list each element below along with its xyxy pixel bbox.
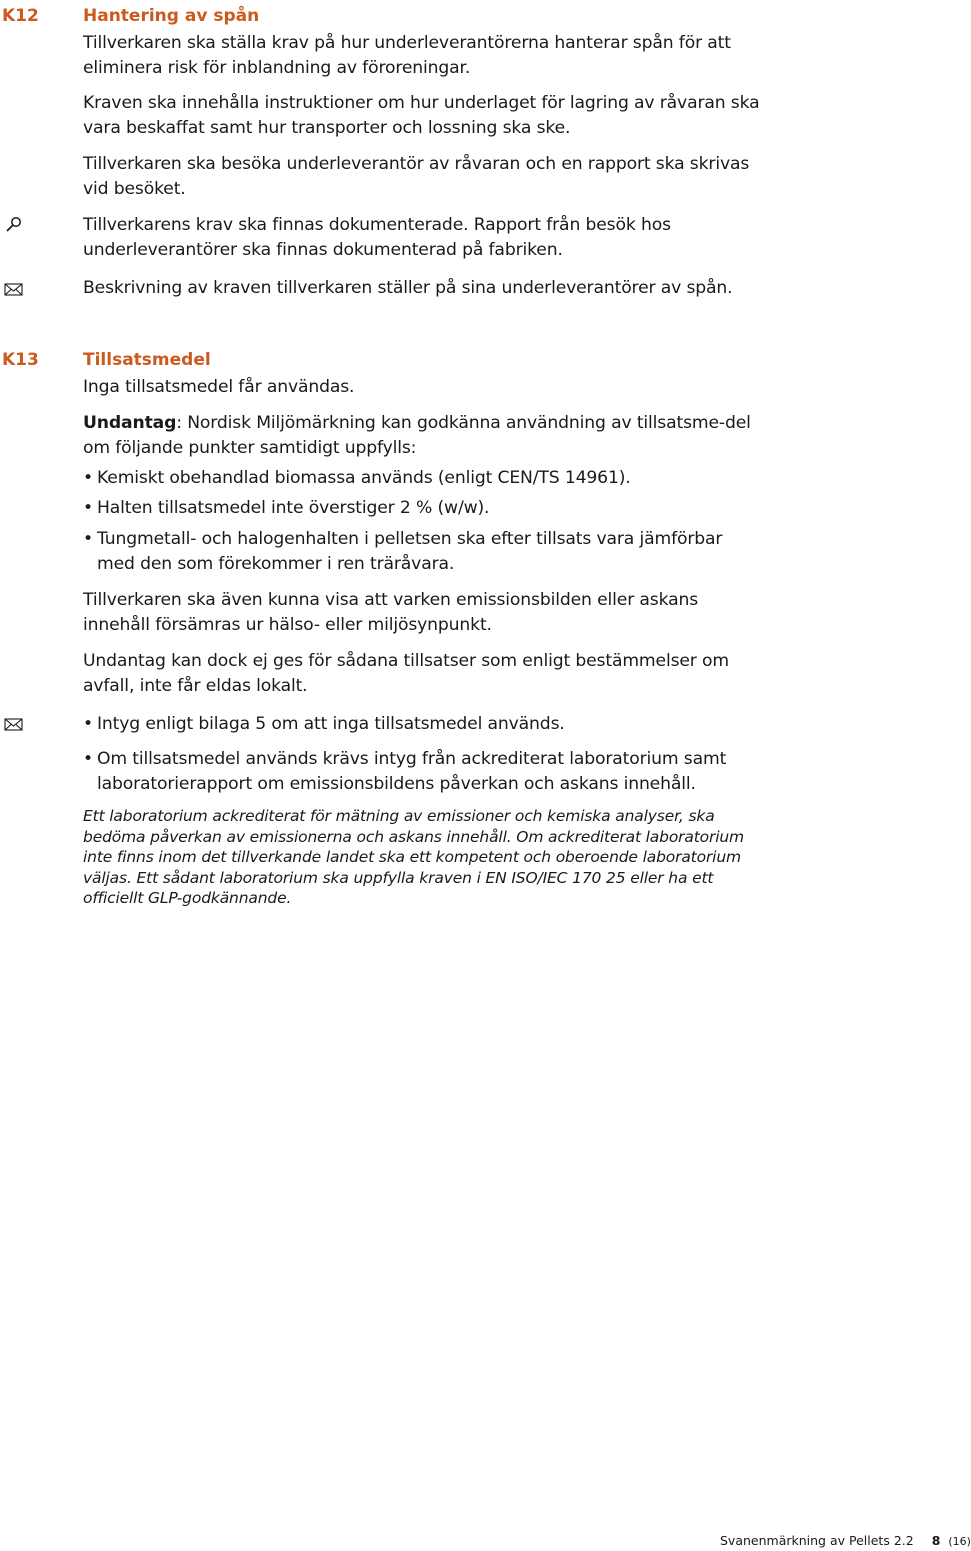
page-total: (16) <box>948 1535 971 1548</box>
footer-version: 2.2 <box>893 1533 914 1548</box>
paragraph: Tillverkaren ska besöka underleverantör av råvaran och en rapport ska skrivas vid besöket. <box>83 154 750 199</box>
list-item: • Halten tillsatsmedel inte överstiger 2 % (w/w). <box>83 496 763 521</box>
paragraph: Inga tillsatsmedel får användas. <box>83 377 355 397</box>
exception-text: : Nordisk Miljömärkning kan godkänna användning av tillsatsme-del om följande punkter samtidigt uppfylls: <box>83 413 751 458</box>
page-footer <box>720 1532 971 1551</box>
italic-note: Ett laboratorium ackrediterat för mätning av emissioner och kemiska analyser, ska bedöma påverkan av emissionerna och askans innehåll. Om ackrediterat laboratorium inte finns inom det tillverkande landet ska ett kompetent och oberoende laboratorium väljas. Ett sådant laboratorium ska uppfylla kraven i EN ISO/IEC 170 25 eller ha ett officiellt GLP-godkännande. <box>83 807 745 907</box>
bullet-icon: • <box>83 529 93 549</box>
page-number: 8 <box>931 1533 941 1548</box>
section-code: K13 <box>2 350 39 370</box>
envelope-icon <box>4 282 24 298</box>
envelope-icon <box>4 717 24 733</box>
paragraph: Beskrivning av kraven tillverkaren ställer på sina underleverantörer av spån. <box>83 278 733 298</box>
list-item: • Intyg enligt bilaga 5 om att inga tillsatsmedel används. <box>83 712 763 737</box>
section-title: Hantering av spån <box>83 6 260 26</box>
bullet-icon: • <box>83 714 93 734</box>
footer-document-title: Svanenmärkning av Pellets <box>720 1533 890 1548</box>
paragraph: Tillverkaren ska även kunna visa att varken emissionsbilden eller askans innehåll försämras ur hälso- eller miljösynpunkt. <box>83 590 699 635</box>
exception-label: Undantag <box>83 413 177 433</box>
bullet-icon: • <box>83 468 93 488</box>
bullet-icon: • <box>83 749 93 769</box>
section-title: Tillsatsmedel <box>83 350 211 370</box>
bullet-icon: • <box>83 498 93 518</box>
exception-paragraph <box>83 411 763 460</box>
paragraph: Tillverkarens krav ska finnas dokumenterade. Rapport från besök hos underleverantörer ska finnas dokumenterad på fabriken. <box>83 215 671 260</box>
list-item: • Kemiskt obehandlad biomassa används (enligt CEN/TS 14961). <box>83 466 763 491</box>
section-code: K12 <box>2 6 39 26</box>
paragraph: Tillverkaren ska ställa krav på hur underleverantörerna hanterar spån för att eliminera risk för inblandning av föroreningar. <box>83 33 731 78</box>
paragraph: Undantag kan dock ej ges för sådana tillsatser som enligt bestämmelser om avfall, inte får eldas lokalt. <box>83 651 729 696</box>
list-item: • Om tillsatsmedel används krävs intyg från ackrediterat laboratorium samt laboratorierapport om emissionsbildens påverkan och askans innehåll. <box>83 749 727 794</box>
magnifier-icon <box>4 216 24 232</box>
paragraph: Kraven ska innehålla instruktioner om hur underlaget för lagring av råvaran ska vara beskaffat samt hur transporter och lossning ska ske. <box>83 93 760 138</box>
list-item: • Tungmetall- och halogenhalten i pelletsen ska efter tillsats vara jämförbar med den som förekommer i ren träråvara. <box>83 529 723 574</box>
